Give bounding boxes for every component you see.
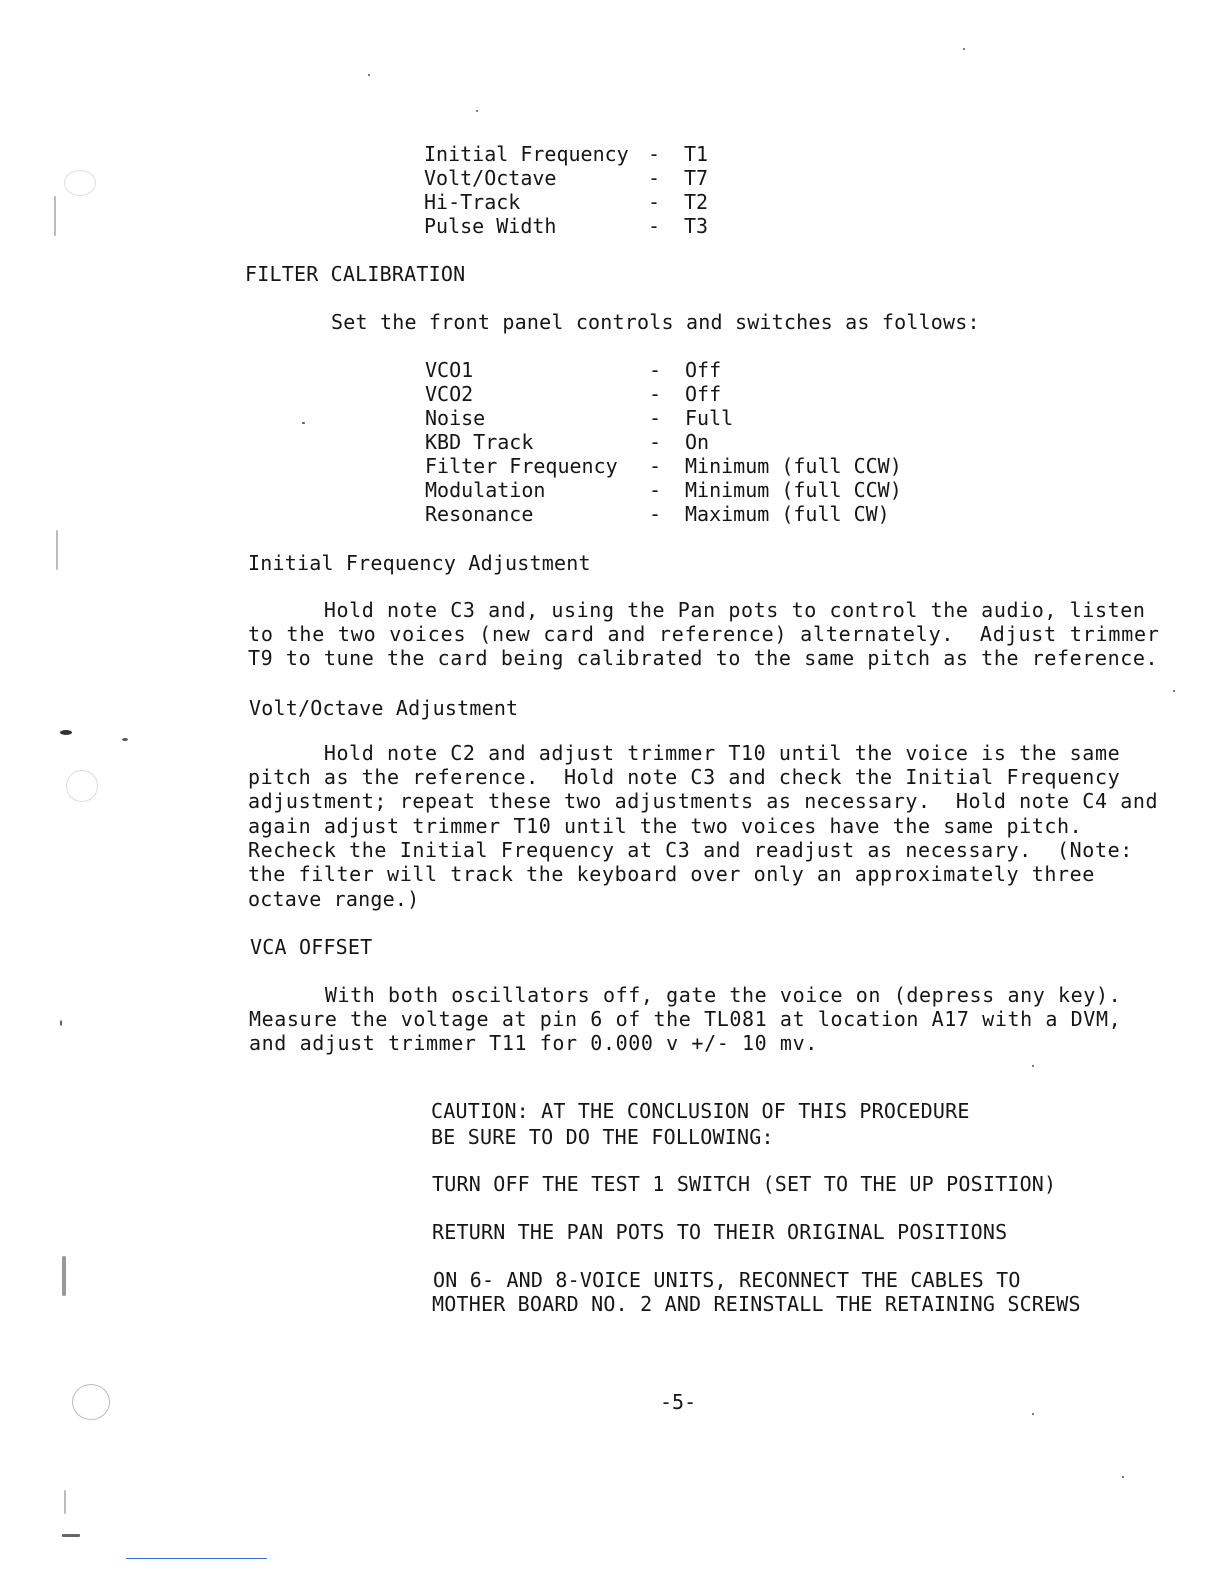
scan-speck [963,48,965,50]
paragraph-line: T9 to tune the card being calibrated to the same pitch as the reference. [248,646,1159,670]
scan-speck [1032,1413,1034,1415]
trimmer-dash: - [648,214,661,238]
paragraph-line: Hold note C2 and adjust trimmer T10 until the voice is the same [248,741,1121,765]
trimmer-name: Volt/Octave [424,166,557,190]
caution-item: ON 6- AND 8-VOICE UNITS, RECONNECT THE CABLES TO [433,1268,1021,1292]
paragraph-line: pitch as the reference. Hold note C3 and check the Initial Frequency [248,765,1121,789]
page-number: -5- [660,1390,697,1414]
paragraph-line: adjustment; repeat these two adjustments as necessary. Hold note C4 and [248,789,1159,813]
scan-ring [64,170,96,196]
caution-title: CAUTION: AT THE CONCLUSION OF THIS PROCEDURE [431,1099,970,1123]
control-name: Noise [425,406,486,430]
control-value: Off [685,382,722,406]
control-dash: - [649,454,662,478]
control-dash: - [649,478,662,502]
scan-ring [72,1384,110,1420]
trimmer-value: T7 [684,166,709,190]
paragraph-line: and adjust trimmer T11 for 0.000 v +/- 10 mv. [249,1031,818,1055]
trimmer-name: Initial Frequency [424,142,629,166]
volt-octave-heading: Volt/Octave Adjustment [249,696,519,720]
scan-speck [62,1534,80,1537]
control-dash: - [649,430,662,454]
paragraph-line: With both oscillators off, gate the voice on (depress any key). [249,983,1122,1007]
scan-speck [476,110,478,112]
scan-speck [368,74,370,76]
scan-speck [64,1490,66,1514]
scan-speck [56,530,58,570]
bottom-rule [126,1558,267,1559]
trimmer-value: T2 [684,190,709,214]
control-value: Minimum (full CCW) [685,454,902,478]
control-name: Modulation [425,478,546,502]
trimmer-value: T1 [684,142,709,166]
scan-speck [302,422,305,424]
paragraph-line: octave range.) [248,887,420,911]
scan-speck [1122,1476,1124,1478]
trimmer-value: T3 [684,214,709,238]
control-value: On [685,430,710,454]
caution-item: MOTHER BOARD NO. 2 AND REINSTALL THE RETAINING SCREWS [432,1292,1081,1316]
control-value: Off [685,358,722,382]
caution-item: RETURN THE PAN POTS TO THEIR ORIGINAL POSITIONS [432,1220,1008,1244]
trimmer-name: Pulse Width [424,214,557,238]
scan-speck [60,730,72,735]
paragraph-line: Hold note C3 and, using the Pan pots to control the audio, listen [248,598,1146,622]
control-value: Full [685,406,734,430]
scan-speck [122,738,128,741]
control-dash: - [649,358,662,382]
control-name: Filter Frequency [425,454,618,478]
scan-speck [1032,1065,1034,1067]
filter-calibration-heading: FILTER CALIBRATION [245,262,466,286]
initial-frequency-heading: Initial Frequency Adjustment [248,551,591,575]
control-name: Resonance [425,502,534,526]
control-dash: - [649,502,662,526]
trimmer-dash: - [648,166,661,190]
paragraph-line: Recheck the Initial Frequency at C3 and readjust as necessary. (Note: [248,838,1133,862]
vca-offset-heading: VCA OFFSET [250,935,373,959]
paragraph-line: to the two voices (new card and reference) alternately. Adjust trimmer [248,622,1160,646]
paragraph-line: again adjust trimmer T10 until the two voices have the same pitch. [248,814,1083,838]
scan-speck [60,1020,62,1026]
trimmer-name: Hi-Track [424,190,521,214]
scan-speck [62,1256,66,1296]
trimmer-dash: - [648,190,661,214]
control-name: KBD Track [425,430,534,454]
paragraph-line: the filter will track the keyboard over only an approximately three [248,862,1095,886]
control-name: VCO1 [425,358,474,382]
paragraph-line: Measure the voltage at pin 6 of the TL081 at location A17 with a DVM, [249,1007,1122,1031]
scan-ring [66,770,98,802]
scan-speck [1173,690,1175,692]
control-name: VCO2 [425,382,474,406]
control-dash: - [649,382,662,406]
control-value: Maximum (full CW) [685,502,890,526]
filter-intro: Set the front panel controls and switches as follows: [331,310,980,334]
control-dash: - [649,406,662,430]
trimmer-dash: - [648,142,661,166]
control-value: Minimum (full CCW) [685,478,902,502]
caution-subtitle: BE SURE TO DO THE FOLLOWING: [431,1125,774,1149]
scan-speck [54,196,56,236]
caution-item: TURN OFF THE TEST 1 SWITCH (SET TO THE UP POSITION) [432,1172,1057,1196]
